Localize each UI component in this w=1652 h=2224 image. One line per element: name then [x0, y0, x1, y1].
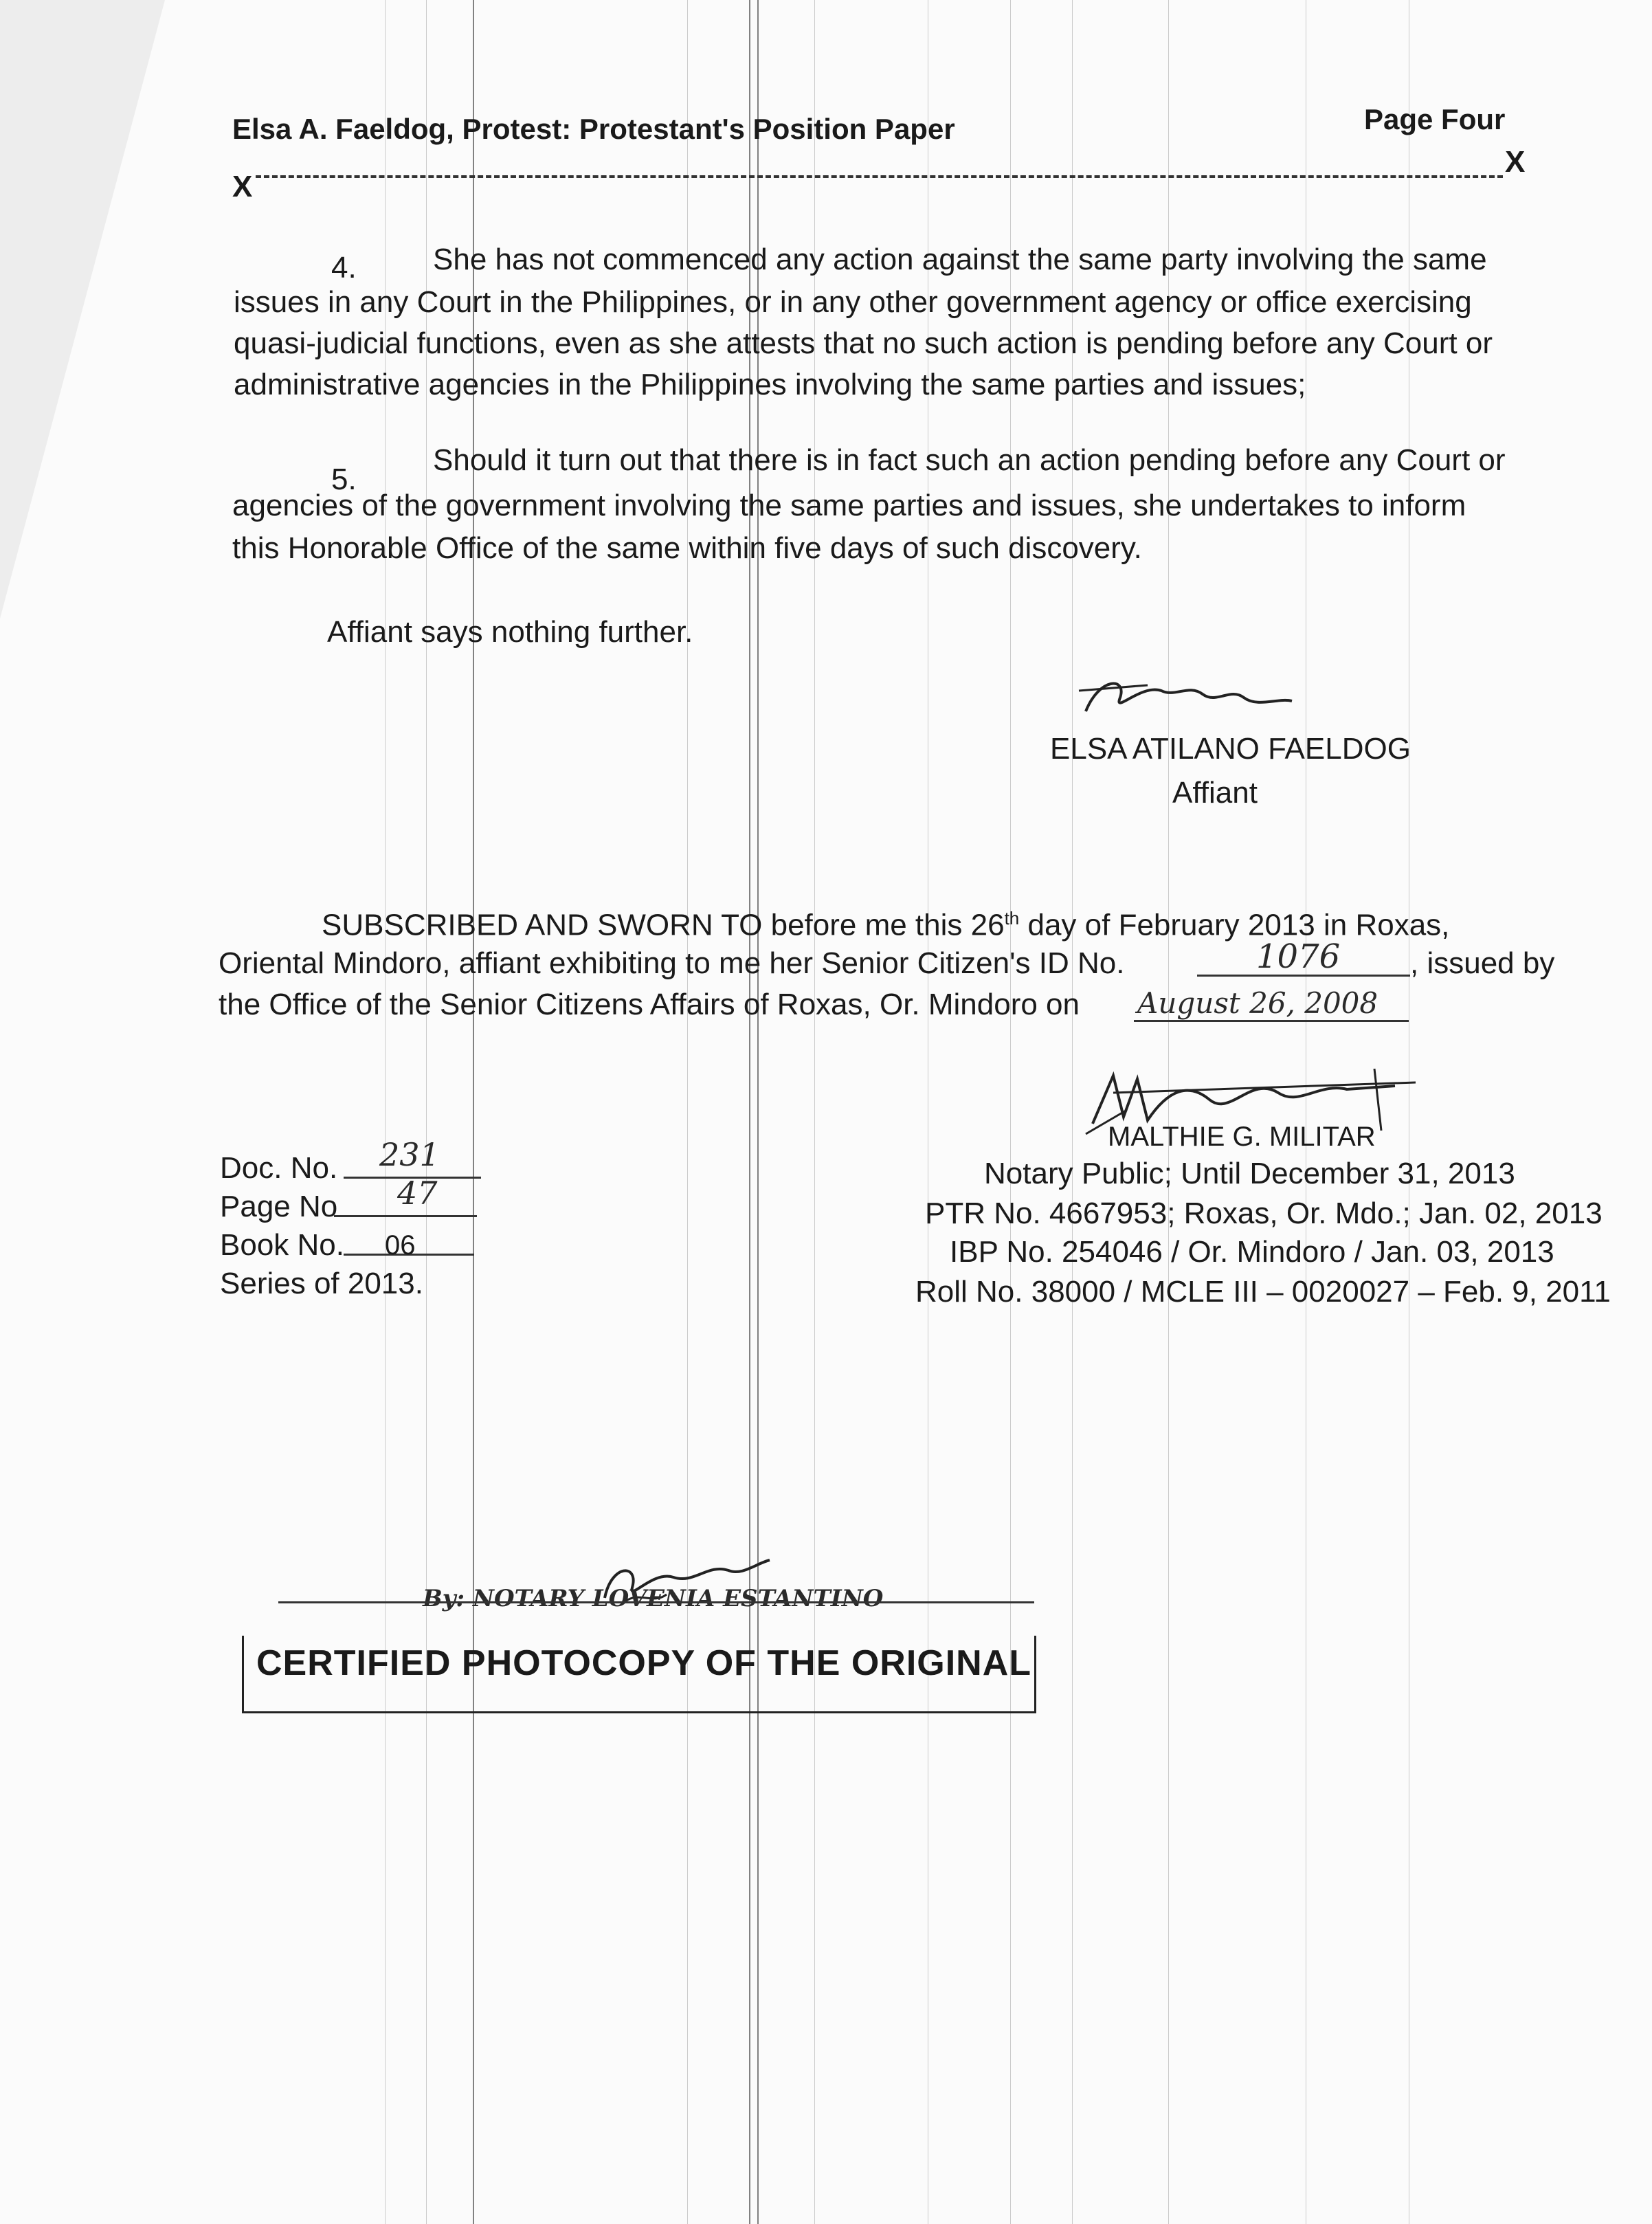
para4-line: issues in any Court in the Philippines, or in any other government agency or office exercising	[234, 285, 1472, 319]
jurat-line-1: SUBSCRIBED AND SWORN TO before me this 26th day of February 2013 in Roxas,	[322, 908, 1450, 942]
para5-line: this Honorable Office of the same within five days of such discovery.	[232, 531, 1142, 565]
notary-line: Roll No. 38000 / MCLE III – 0020027 – Feb. 9, 2011	[915, 1275, 1611, 1309]
affiant-signature	[1072, 670, 1299, 725]
notary-name: MALTHIE G. MILITAR	[1108, 1122, 1376, 1152]
header-rule	[256, 175, 1503, 178]
header-page: Page Four	[1364, 103, 1506, 135]
para5-line: agencies of the government involving the same parties and issues, she undertakes to inform	[232, 489, 1466, 522]
certifier-line	[278, 1601, 1034, 1603]
para4-line: administrative agencies in the Philippines involving the same parties and issues;	[234, 368, 1306, 401]
header-rule-right: X	[1505, 145, 1526, 179]
para4-number: 4.	[331, 251, 357, 285]
notary-line: IBP No. 254046 / Or. Mindoro / Jan. 03, 2013	[950, 1235, 1554, 1269]
affiant-title: Affiant	[1172, 776, 1258, 810]
book-number-label: Book No.	[220, 1228, 344, 1262]
notary-line: PTR No. 4667953; Roxas, Or. Mdo.; Jan. 02, 2013	[925, 1197, 1603, 1230]
jurat-line-2a: Oriental Mindoro, affiant exhibiting to me her Senior Citizen's ID No.	[219, 946, 1125, 980]
para5-number: 5.	[331, 463, 357, 496]
stamp-text: CERTIFIED PHOTOCOPY OF THE ORIGINAL	[256, 1643, 1032, 1683]
affiant-name: ELSA ATILANO FAELDOG	[1050, 732, 1411, 766]
page-number-label: Page No	[220, 1190, 338, 1223]
id-number: 1076	[1256, 937, 1341, 976]
header-title: Elsa A. Faeldog, Protest: Protestant's Position Paper	[232, 113, 955, 145]
book-number: 06	[385, 1230, 416, 1260]
series-year: Series of 2013.	[220, 1267, 423, 1300]
jurat-line-2b: , issued by	[1410, 946, 1555, 980]
jurat-line-3: the Office of the Senior Citizens Affairs of Roxas, Or. Mindoro on	[219, 988, 1080, 1021]
header-rule-left: X	[232, 170, 253, 203]
issue-date: August 26, 2008	[1137, 986, 1378, 1020]
doc-number-label: Doc. No.	[220, 1151, 338, 1185]
para4-line: quasi-judicial functions, even as she attests that no such action is pending before any Court or	[234, 326, 1493, 360]
certified-copy-stamp	[242, 1636, 1036, 1713]
para5-line: Should it turn out that there is in fact such an action pending before any Court or	[433, 443, 1506, 477]
para4-line: She has not commenced any action against the same party involving the same	[433, 243, 1487, 276]
closing-statement: Affiant says nothing further.	[327, 615, 693, 649]
page-number: 47	[397, 1175, 438, 1212]
doc-number: 231	[379, 1136, 440, 1173]
certifier-byline: By: NOTARY LOVENIA ESTANTINO	[423, 1585, 884, 1612]
scan-shadow	[0, 0, 165, 619]
page-number-line	[334, 1215, 477, 1217]
notary-line: Notary Public; Until December 31, 2013	[984, 1157, 1515, 1190]
